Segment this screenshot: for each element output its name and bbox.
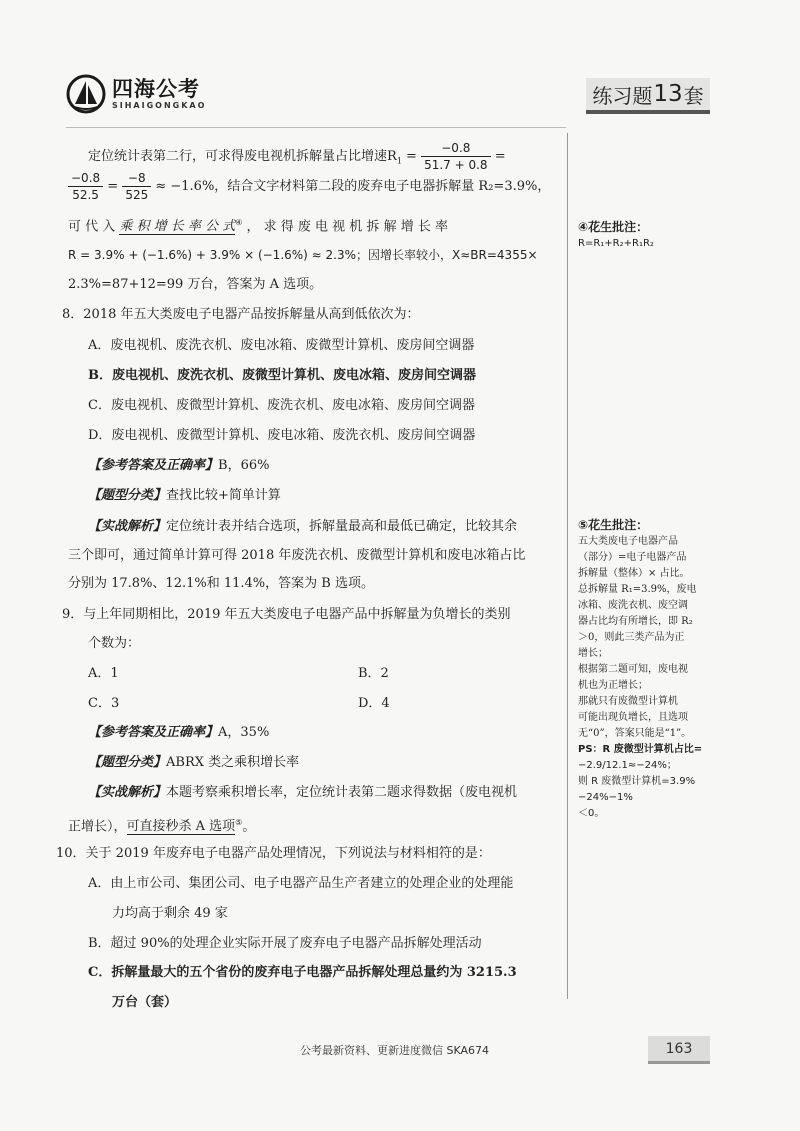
- side-note-5-line: 增长；: [578, 648, 608, 659]
- q10-option-c-1: C．拆解量最大的五个省份的废弃电子电器产品拆解处理总量约为 3215.3: [88, 965, 517, 980]
- q7-line-3-b: ， 求 得 废 电 视 机 拆 解 增 长 率: [242, 219, 448, 235]
- q7-line-2: [68, 170, 550, 203]
- header-rule: [66, 127, 566, 128]
- q7-eq-3: =: [103, 179, 123, 194]
- side-note-5: [578, 516, 718, 822]
- logo-english-name: SIHAIGONGKAO: [112, 101, 207, 110]
- side-note-5-line: 那就只有废微型计算机: [578, 696, 678, 707]
- q7-note-marker: ④: [235, 218, 243, 227]
- footer-note: 公考最新资料、更新进度微信 SKA674: [300, 1044, 490, 1057]
- side-note-5-line: −2.9/12.1≈−24%；: [578, 760, 677, 771]
- q10-option-c-2: 万台（套）: [112, 995, 178, 1010]
- page-header: [0, 58, 800, 128]
- chapter-tab: [586, 78, 710, 114]
- q7-fraction-3: [122, 170, 151, 203]
- margin-divider: [567, 133, 568, 999]
- logo-chinese-name: 四海公考: [112, 77, 200, 101]
- side-note-5-line: 总拆解量 R₁=3.9%，废电: [578, 584, 697, 595]
- q7-r1-subscript: 1: [396, 156, 402, 166]
- q9-analysis-2: [68, 814, 255, 836]
- q9-option-a: A．1: [88, 666, 119, 681]
- q9-analysis-text-1: 本题考察乘积增长率，定位统计表第二题求得数据（废电视机: [166, 785, 518, 800]
- q9-answer-value: A，35%: [218, 725, 270, 740]
- q9-type-label: 【题型分类】: [88, 755, 167, 770]
- side-note-4-title: ④花生批注：: [578, 220, 649, 234]
- q9-answer-label: 【参考答案及正确率】: [88, 725, 219, 740]
- q7-line-1: [88, 140, 506, 173]
- q8-type: [88, 487, 281, 505]
- q8-option-a: A．废电视机、废洗衣机、废电冰箱、废微型计算机、废房间空调器: [88, 338, 475, 353]
- chapter-tab-suffix: 套: [683, 83, 704, 108]
- q7-fraction-2-num: −0.8: [68, 170, 103, 187]
- q7-fraction-2-den: 52.5: [72, 188, 99, 202]
- q9-analysis-text-2a: 正增长），: [68, 819, 127, 835]
- q8-analysis-label: 【实战解析】: [88, 519, 167, 534]
- q9-option-d: D．4: [358, 696, 390, 711]
- q9-analysis-1: [88, 784, 517, 802]
- q8-option-c: C．废电视机、废微型计算机、废洗衣机、废电冰箱、废房间空调器: [88, 398, 475, 413]
- side-note-5-line: 拆解量（整体）× 占比。: [578, 568, 690, 579]
- q7-r1-symbol: R: [387, 149, 397, 164]
- q9-stem-1: 9．与上年同期相比，2019 年五大类废电子电器产品中拆解量为负增长的类别: [62, 607, 511, 622]
- q7-line-5: 2.3%=87+12=99 万台，答案为 A 选项。: [68, 277, 323, 292]
- side-note-5-line: 机也为正增长；: [578, 680, 648, 691]
- q8-answer-label: 【参考答案及正确率】: [88, 458, 219, 473]
- q8-answer: [88, 457, 269, 475]
- side-note-5-line: ＜0。: [578, 808, 605, 819]
- q10-option-b: B．超过 90%的处理企业实际开展了废弃电子电器产品拆解处理活动: [88, 936, 482, 951]
- q8-answer-value: B，66%: [218, 458, 270, 473]
- q7-line-2-text: ≈ −1.6%，结合文字材料第二段的废弃电子电器拆解量 R₂=3.9%，: [151, 179, 551, 194]
- q9-type-value: ABRX 类之乘积增长率: [166, 755, 300, 770]
- q7-fraction-1-num: −0.8: [421, 140, 491, 157]
- side-note-5-line: 五大类废电子电器产品: [578, 536, 678, 547]
- q9-analysis-text-2c: 。: [242, 819, 256, 835]
- page-footer: [0, 1036, 800, 1076]
- q8-analysis-text-1: 定位统计表并结合选项，拆解量最高和最低已确定，比较其余: [166, 519, 518, 534]
- brand-logo: [66, 74, 206, 114]
- q8-option-b: B．废电视机、废洗衣机、废微型计算机、废电冰箱、废房间空调器: [88, 368, 476, 383]
- side-note-4: [578, 218, 718, 252]
- q7-fraction-3-den: 525: [125, 188, 149, 202]
- q8-type-label: 【题型分类】: [88, 488, 167, 503]
- side-note-5-line: 冰箱、废洗衣机、废空调: [578, 600, 688, 611]
- q8-option-d: D．废电视机、废微型计算机、废电冰箱、废洗衣机、废房间空调器: [88, 428, 476, 443]
- q7-line-3: [68, 214, 448, 236]
- side-note-5-line: ＞0，则此三类产品为正: [578, 632, 685, 643]
- q7-r1: [387, 149, 402, 164]
- chapter-tab-number: 13: [653, 81, 683, 107]
- q7-fraction-2: [68, 170, 103, 203]
- q7-line-4: R = 3.9% + (−1.6%) + 3.9% × (−1.6%) ≈ 2.3%；因增长率较小，X≈BR=4355×: [68, 248, 538, 262]
- q7-fraction-3-num: −8: [122, 170, 151, 187]
- q7-eq-1: =: [401, 149, 422, 164]
- q9-stem-2: 个数为：: [88, 636, 141, 651]
- q9-note-marker: ⑤: [235, 818, 243, 827]
- side-note-5-line: 可能出现负增长，且选项: [578, 712, 688, 723]
- page-number: 163: [648, 1036, 710, 1064]
- q9-analysis-label: 【实战解析】: [88, 785, 167, 800]
- q7-fraction-1: [421, 140, 491, 173]
- sailboat-logo-icon: [66, 74, 106, 114]
- q7-line-1-text: 定位统计表第二行，可求得废电视机拆解量占比增速: [88, 149, 388, 164]
- q10-option-a-2: 力均高于剩余 49 家: [112, 906, 228, 921]
- q7-fraction-1-den: 51.7 + 0.8: [424, 158, 488, 172]
- q8-type-value: 查找比较+简单计算: [166, 488, 281, 503]
- side-note-5-line: 根据第二题可知，废电视: [578, 664, 688, 675]
- q7-eq-2: =: [490, 149, 506, 164]
- q9-option-b: B．2: [358, 666, 389, 681]
- side-note-5-title: ⑤花生批注：: [578, 518, 649, 532]
- side-note-5-line: PS：R 废微型计算机占比=: [578, 744, 703, 755]
- q9-shortcut-link: 可直接秒杀 A 选项: [126, 819, 236, 835]
- side-note-5-line: （部分）=电子电器产品: [578, 552, 687, 563]
- side-note-5-line: 无“0”，答案只能是“1”。: [578, 728, 692, 739]
- q10-stem: 10．关于 2019 年废弃电子电器产品处理情况，下列说法与材料相符的是：: [56, 846, 491, 861]
- q9-option-c: C．3: [88, 696, 120, 711]
- side-note-5-line: 则 R 废微型计算机=3.9%−24%−1%: [578, 776, 696, 803]
- q8-analysis-3: 分别为 17.8%、12.1%和 11.4%，答案为 B 选项。: [68, 576, 374, 591]
- q8-analysis-2: 三个即可，通过简单计算可得 2018 年废洗衣机、废微型计算机和废电冰箱占比: [68, 548, 526, 563]
- q7-line-3-a: 可 代 入: [68, 219, 120, 235]
- q8-analysis-1: [88, 518, 517, 536]
- chapter-tab-prefix: 练习题: [592, 83, 653, 108]
- side-note-5-line: 器占比均有所增长，即 R₂: [578, 616, 693, 627]
- side-note-4-body: R=R₁+R₂+R₁R₂: [578, 238, 654, 249]
- q8-stem: 8．2018 年五大类废电子电器产品按拆解量从高到低依次为：: [62, 307, 420, 322]
- q7-formula-link: 乘 积 增 长 率 公 式: [119, 219, 236, 235]
- q9-type: [88, 754, 299, 772]
- q10-option-a-1: A．由上市公司、集团公司、电子电器产品生产者建立的处理企业的处理能: [88, 876, 514, 891]
- q9-answer: [88, 724, 269, 742]
